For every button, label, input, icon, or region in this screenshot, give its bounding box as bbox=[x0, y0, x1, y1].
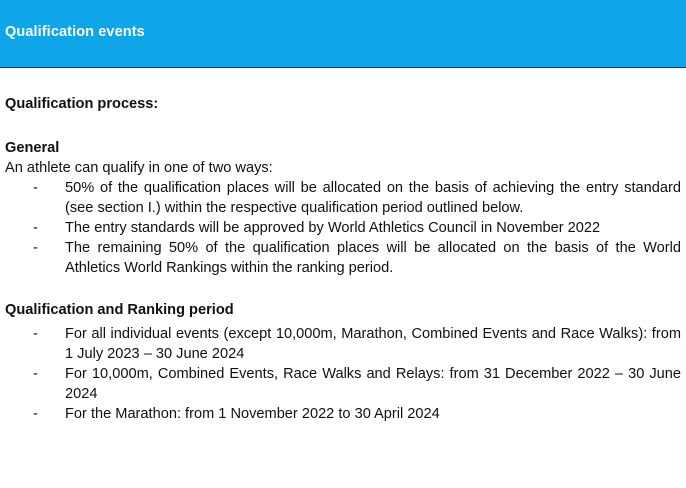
bullet-dash: - bbox=[33, 220, 38, 236]
bullet-dash: - bbox=[33, 406, 38, 422]
list-item bbox=[5, 324, 681, 364]
list-item-text: The entry standards will be approved by World Athletics Council in November 2022 bbox=[65, 220, 601, 236]
list-item bbox=[5, 364, 681, 404]
list-item-text: The remaining 50% of the qualification places will be allocated on the basis of the World Athletics World Rankings within the ranking period. bbox=[65, 240, 681, 276]
bullet-dash: - bbox=[33, 240, 38, 256]
list-item-text: For 10,000m, Combined Events, Race Walks and Relays: from 31 December 2022 – 30 June 2024 bbox=[65, 366, 681, 402]
general-heading: General bbox=[5, 140, 60, 156]
section-header-bar bbox=[0, 0, 686, 68]
qualification-process-heading: Qualification process: bbox=[5, 96, 159, 112]
list-item bbox=[5, 404, 681, 424]
qualification-ranking-period-heading: Qualification and Ranking period bbox=[5, 302, 234, 318]
list-item bbox=[5, 238, 681, 278]
list-item-text: 50% of the qualification places will be allocated on the basis of achieving the entry standard (see section I.) within the respective qualification period outlined below. bbox=[65, 180, 681, 216]
bullet-dash: - bbox=[33, 366, 38, 382]
general-intro: An athlete can qualify in one of two ways: bbox=[5, 160, 273, 176]
bullet-dash: - bbox=[33, 326, 38, 342]
list-item bbox=[5, 178, 681, 218]
section-title: Qualification events bbox=[5, 24, 145, 40]
list-item-text: For the Marathon: from 1 November 2022 to 30 April 2024 bbox=[65, 406, 440, 422]
list-item-text: For all individual events (except 10,000m, Marathon, Combined Events and Race Walks): from 1 July 2023 – 30 June 2024 bbox=[65, 326, 681, 362]
general-bullet-list bbox=[5, 178, 681, 278]
period-bullet-list bbox=[5, 324, 681, 424]
list-item bbox=[5, 218, 681, 238]
document-body bbox=[5, 94, 681, 424]
bullet-dash: - bbox=[33, 180, 38, 196]
